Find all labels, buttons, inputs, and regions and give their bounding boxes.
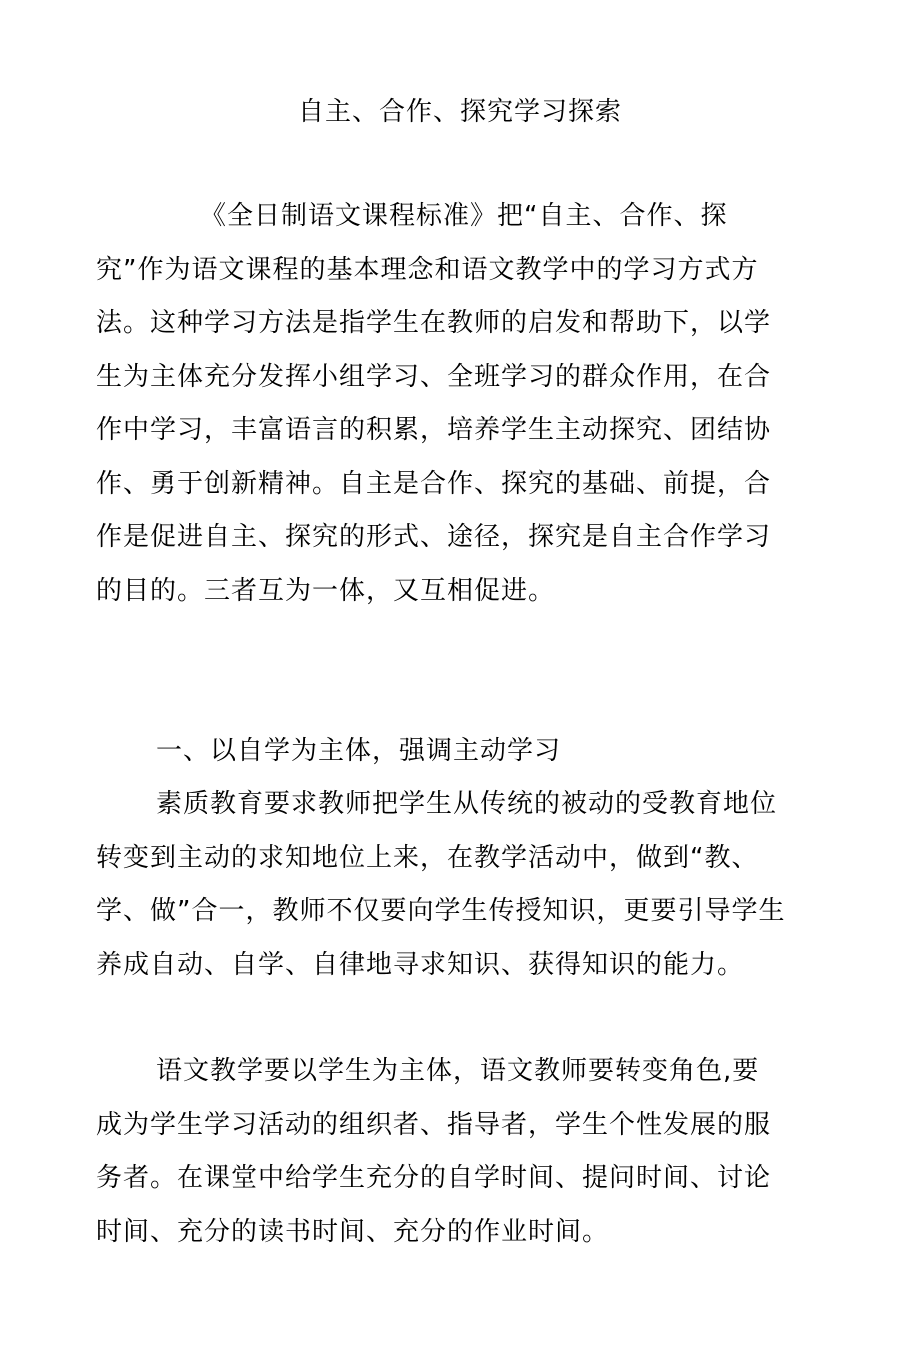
section-paragraph-1: 素质教育要求教师把学生从传统的被动的受教育地位转变到主动的求知地位上来，在教学活动中，做到“教、学、做”合一，教师不仅要向学生传授知识，更要引导学生养成自动、自学、自律地寻求知识、获得知识的能力。 <box>96 789 786 980</box>
document-title: 自主、合作、探究学习探索 <box>297 97 622 127</box>
section-heading: 一、以自学为主体，强调主动学习 <box>156 736 562 766</box>
section-paragraph-2: 语文教学要以学生为主体，语文教师要转变角色,要成为学生学习活动的组织者、指导者，学生个性发展的服务者。在课堂中给学生充分的自学时间、提问时间、讨论时间、充分的读书时间、充分的作业时间。 <box>96 1056 772 1247</box>
intro-paragraph: 《全日制语文课程标准》把“自主、合作、探究”作为语文课程的基本理念和语文教学中的学习方式方法。这种学习方法是指学生在教师的启发和帮助下，以学生为主体充分发挥小组学习、全班学习的群众作用，在合作中学习，丰富语言的积累，培养学生主动探究、团结协作、勇于创新精神。自主是合作、探究的基础、前提，合作是促进自主、探究的形式、途径，探究是自主合作学习的目的。三者互为一体，又互相促进。 <box>96 201 772 606</box>
